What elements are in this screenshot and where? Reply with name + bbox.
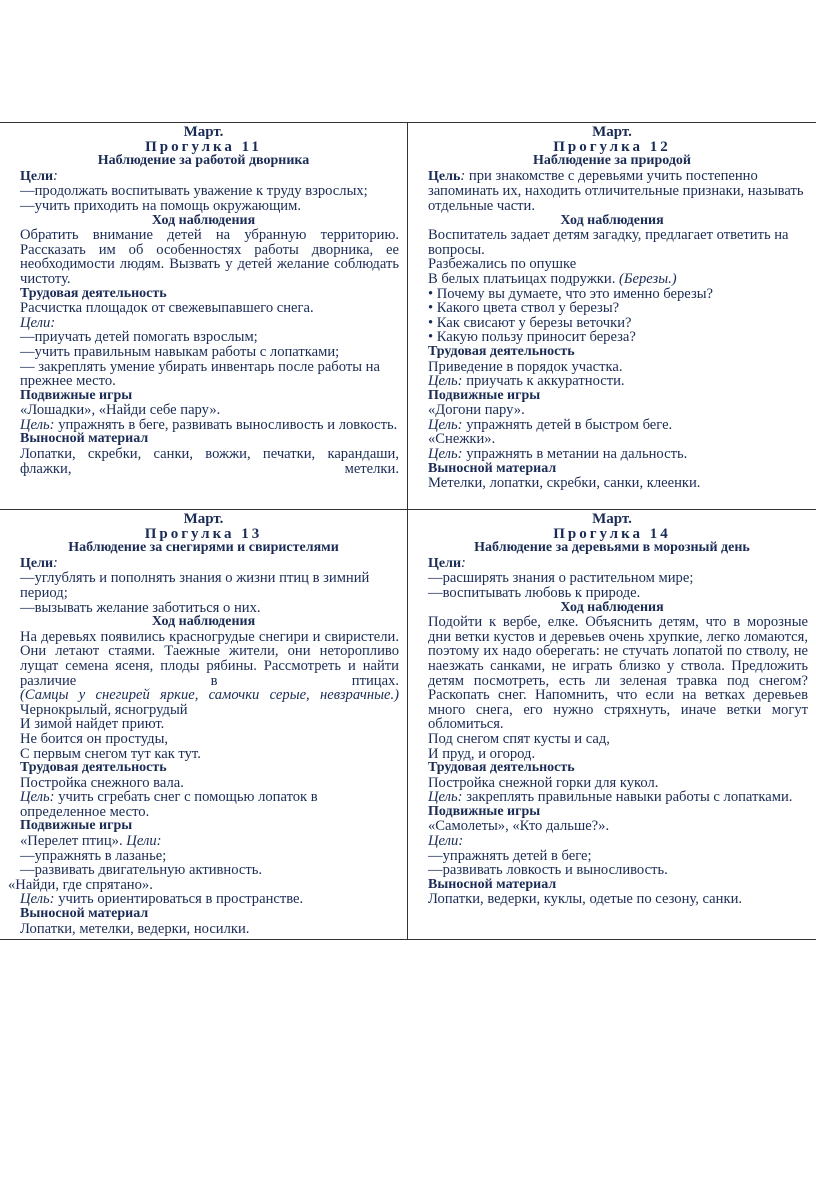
- poem-line: И пруд, и огород.: [428, 745, 536, 762]
- material-heading: Выносной материал: [428, 460, 557, 476]
- goal-text: приучать к аккуратности.: [466, 373, 625, 390]
- material-heading: Выносной материал: [428, 876, 557, 892]
- material-text: Лопатки, скребки, санки, вожжи, печатки, карандаши, флажки, метелки.: [20, 446, 399, 477]
- goal-text: учить сгребать снег с помощью лопаток в определенное место.: [20, 789, 318, 820]
- goal-item: —расширять знания о растительном мире;: [428, 570, 694, 587]
- goal-text: закреплять правильные навыки работы с лопатками.: [466, 789, 793, 806]
- poem-line: Чернокрылый, ясногрудый: [20, 701, 188, 718]
- game-name: «Догони пару».: [428, 402, 525, 419]
- games-list: «Лошадки», «Найди себе пару».: [20, 402, 221, 419]
- card-theme: Наблюдение за деревьями в морозный день: [474, 540, 750, 556]
- goals-block: Цели:: [20, 554, 58, 571]
- walk-card-13: [0, 509, 408, 939]
- material-heading: Выносной материал: [20, 431, 149, 447]
- observation-text: На деревьях появились красногрудые снегири и свиристели. Они летают стаями. Таежные жители, они неторопливо лущат семена ясеня, плоды рябины. Рассмотреть и найти различие в птицах.: [20, 628, 399, 689]
- goals-label: Цели: [20, 555, 54, 571]
- labor-text: Расчистка площадок от свежевыпавшего снега.: [20, 300, 314, 317]
- goal-label: Цель: [428, 168, 461, 184]
- labor-heading: Трудовая деятельность: [20, 760, 167, 776]
- question-item: • Какую пользу приносит береза?: [428, 329, 636, 346]
- poem-line: Под снегом спят кусты и сад,: [428, 730, 610, 747]
- labor-text: Приведение в порядок участка.: [428, 358, 623, 375]
- labor-goal-item: — закреплять умение убирать инвентарь после работы на прежнее место.: [20, 358, 380, 390]
- game-goal-item: —развивать ловкость и выносливость.: [428, 862, 668, 879]
- goal-item: —вызывать желание заботиться о них.: [20, 599, 261, 616]
- game-goal-item: —упражнять детей в беге;: [428, 847, 592, 864]
- goal-label: Цель:: [428, 373, 463, 390]
- card-month: Март.: [183, 124, 224, 140]
- labor-goal-item: —приучать детей помогать взрослым;: [20, 329, 258, 346]
- goal-item: —продолжать воспитывать уважение к труду взрослых;: [20, 183, 368, 200]
- walk-cards-table: [0, 122, 816, 940]
- observation-heading: Ход наблюдения: [560, 212, 664, 228]
- games-goals-label: Цели:: [428, 833, 464, 850]
- poem-line: Не боится он простуды,: [20, 730, 169, 747]
- observation-text: Воспитатель задает детям загадку, предлагает ответить на вопросы.: [428, 227, 789, 258]
- goals-label: Цели: [20, 168, 54, 184]
- walk-card-14: [408, 509, 816, 939]
- game-name: «Найди, где спрятано».: [8, 876, 153, 893]
- goal-label: Цель:: [428, 789, 463, 806]
- card-month: Март.: [592, 511, 632, 527]
- goal-text: упражнять в беге, развивать выносливость и ловкость.: [58, 416, 398, 433]
- card-walk-title: Прогулка 11: [145, 138, 262, 155]
- card-theme: Наблюдение за природой: [532, 153, 691, 169]
- observation-text: Подойти к вербе, елке. Объяснить детям, что в морозные дни ветки кустов и деревьев очень хрупкие, легко ломаются, поэтому их надо оберегать: не стучать лопатой по стволу, не наезжать санками, не играть близко у ствола. Предложить детям посмотреть, есть ли зеленая травка под снегом? Раскопать снег. Напомнить, что если на ветках деревьев много снега, его нужно стряхнуть, иначе ветки могут обломиться.: [428, 614, 808, 733]
- question-item: • Как свисают у березы веточки?: [428, 314, 632, 331]
- games-heading: Подвижные игры: [20, 818, 133, 834]
- game-goal: [8, 892, 399, 907]
- goal-text: упражнять в метании на дальность.: [466, 446, 688, 463]
- goal-text: учить ориентироваться в пространстве.: [58, 891, 304, 908]
- game-name: «Перелет птиц». Цели:: [20, 833, 162, 850]
- labor-heading: Трудовая деятельность: [428, 760, 575, 776]
- games-goal: [8, 418, 399, 433]
- labor-goal: [8, 790, 399, 819]
- goals-label: Цели: [428, 555, 462, 571]
- poem-line: И зимой найдет приют.: [20, 716, 165, 733]
- goal-label: Цель:: [428, 416, 463, 433]
- goal-item: —воспитывать любовь к природе.: [428, 584, 641, 601]
- game-name: «Снежки».: [428, 431, 496, 448]
- observation-heading: Ход наблюдения: [151, 614, 256, 630]
- observation-heading: Ход наблюдения: [151, 212, 256, 228]
- games-heading: Подвижные игры: [428, 387, 541, 403]
- goal-item: —учить приходить на помощь окружающим.: [20, 197, 302, 214]
- goals-block: Цели:: [20, 167, 58, 184]
- riddle-line: В белых платьицах подружки. (Березы.): [428, 270, 677, 287]
- material-text: Лопатки, метелки, ведерки, носилки.: [20, 920, 250, 937]
- poem-line: С первым снегом тут как тут.: [20, 745, 201, 762]
- question-item: • Какого цвета ствол у березы?: [428, 300, 620, 317]
- goal-label: Цель:: [20, 891, 55, 908]
- goals-label: Цели:: [126, 833, 162, 850]
- labor-goal: [416, 790, 808, 805]
- observation-heading: Ход наблюдения: [560, 599, 664, 615]
- card-month: Март.: [183, 511, 224, 527]
- card-walk-title: Прогулка 13: [144, 525, 263, 542]
- game-goal: [416, 447, 808, 462]
- games-heading: Подвижные игры: [20, 387, 133, 403]
- labor-text: Постройка снежной горки для кукол.: [428, 774, 659, 791]
- goal-item: —углублять и пополнять знания о жизни птиц в зимний период;: [20, 570, 370, 601]
- card-month: Март.: [592, 124, 632, 140]
- game-goal-item: —развивать двигательную активность.: [20, 862, 263, 879]
- labor-heading: Трудовая деятельность: [428, 343, 575, 359]
- labor-goals-label: Цели:: [20, 314, 56, 331]
- goals-block: Цели:: [428, 554, 466, 571]
- walk-card-11: [0, 123, 408, 509]
- goal-text: при знакомстве с деревьями учить постепенно запоминать их, находить отличительные признаки, называть отдельные части.: [428, 167, 804, 214]
- riddle-line: Разбежались по опушке: [428, 256, 577, 273]
- goal-label: Цель:: [428, 446, 463, 463]
- game-goal-item: —упражнять в лазанье;: [20, 847, 167, 864]
- games-list: «Самолеты», «Кто дальше?».: [428, 818, 610, 835]
- riddle-answer: (Березы.): [619, 270, 677, 287]
- card-theme: Наблюдение за работой дворника: [97, 153, 310, 169]
- labor-text: Постройка снежного вала.: [20, 774, 184, 791]
- goal-text: упражнять детей в быстром беге.: [466, 416, 673, 433]
- observation-note: (Самцы у снегирей яркие, самочки серые, невзрачные.): [20, 687, 399, 704]
- labor-heading: Трудовая деятельность: [20, 285, 167, 301]
- labor-goal-item: —учить правильным навыкам работы с лопатками;: [20, 343, 340, 360]
- walk-card-12: [408, 123, 816, 509]
- observation-text: Обратить внимание детей на убранную территорию. Рассказать им об особенностях работы дворника, ее необходимости людям. Вызвать у детей желание соблюдать чистоту.: [20, 227, 399, 287]
- games-heading: Подвижные игры: [428, 803, 541, 819]
- card-theme: Наблюдение за снегирями и свиристелями: [68, 540, 339, 556]
- goal-block: Цель: при знакомстве с деревьями учить постепенно запоминать их, находить отличительные признаки, называть отдельные части.: [428, 167, 804, 214]
- card-walk-title: Прогулка 14: [553, 525, 671, 542]
- material-text: Метелки, лопатки, скребки, санки, клеенки.: [428, 475, 701, 492]
- card-walk-title: Прогулка 12: [553, 138, 671, 155]
- goal-label: Цель:: [20, 416, 55, 433]
- material-text: Лопатки, ведерки, куклы, одетые по сезону, санки.: [428, 891, 743, 908]
- material-heading: Выносной материал: [20, 906, 149, 922]
- labor-goal: [416, 374, 808, 389]
- question-item: • Почему вы думаете, что это именно березы?: [428, 285, 713, 302]
- game-goal: [416, 418, 808, 433]
- goal-label: Цель:: [20, 789, 55, 806]
